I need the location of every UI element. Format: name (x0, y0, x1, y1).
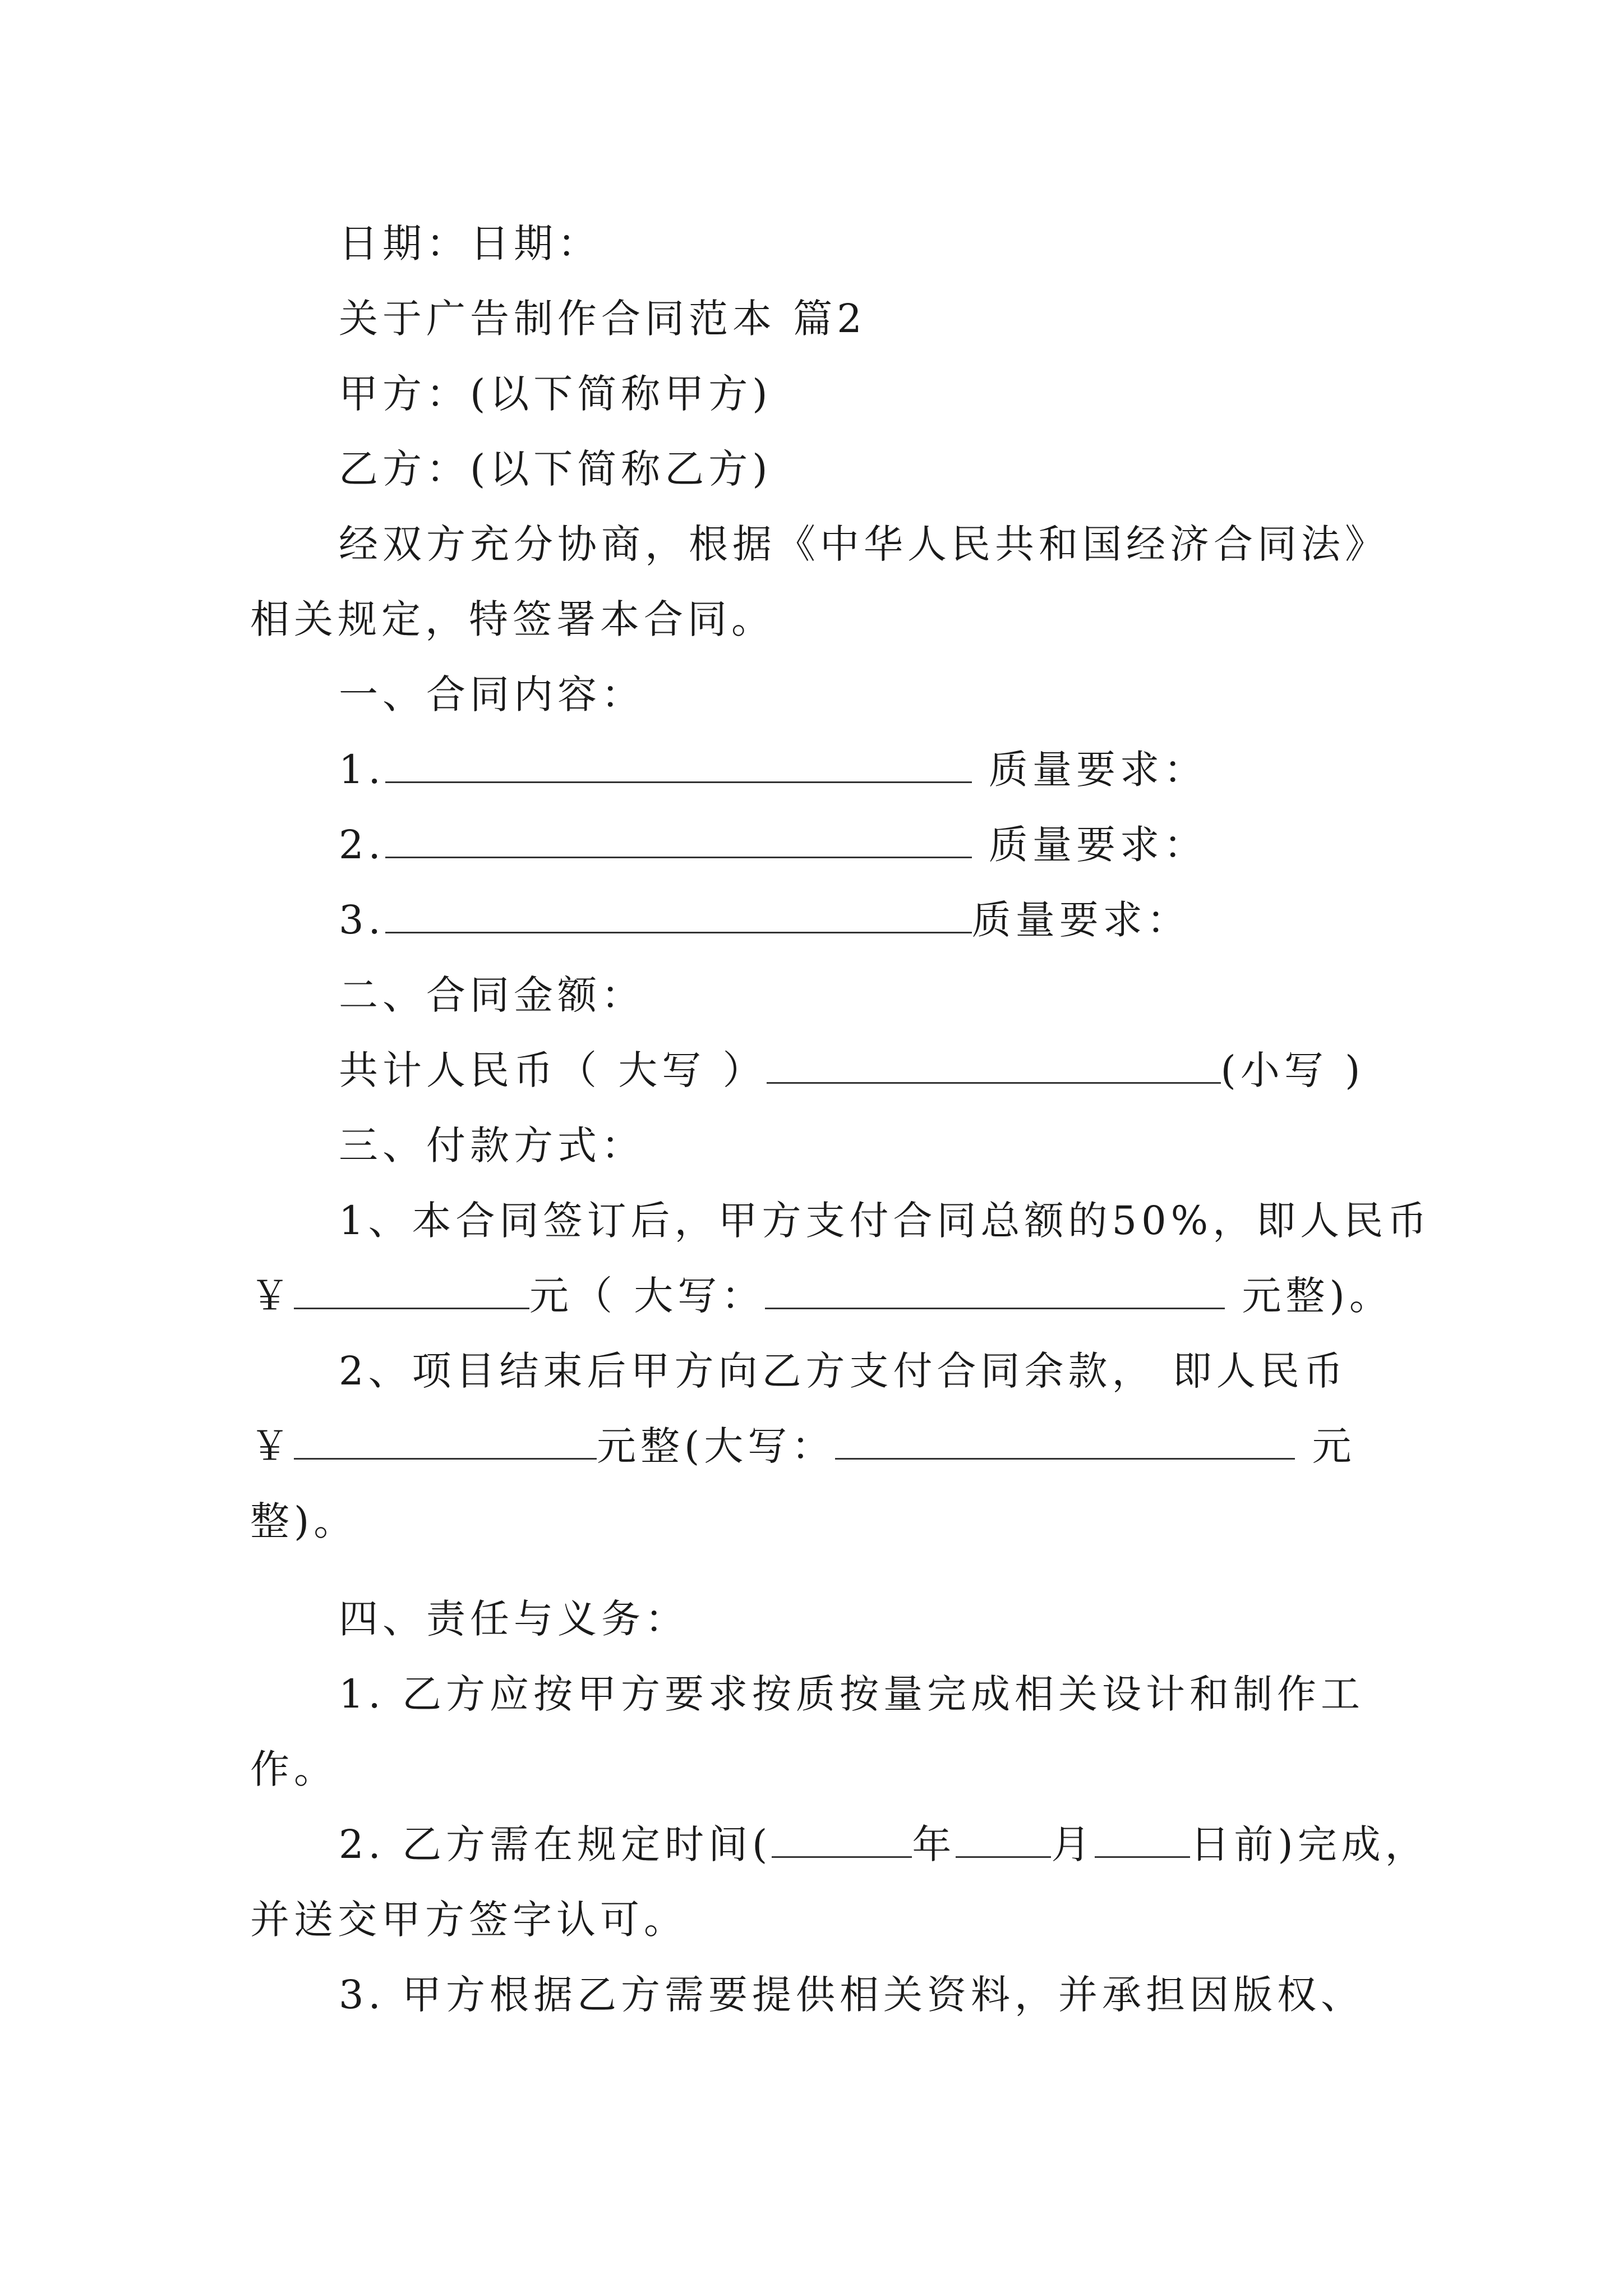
payment-2-line-1: 2、项目结束后甲方向乙方支付合同余款， 即人民币 (339, 1348, 1348, 1394)
yuan-sign: ￥ (250, 1273, 294, 1319)
blank-field-month[interactable] (956, 1819, 1051, 1858)
blank-field[interactable] (385, 820, 972, 858)
blank-field[interactable] (294, 1271, 529, 1309)
year-label: 年 (912, 1821, 956, 1867)
blank-field[interactable] (835, 1421, 1295, 1460)
amount-uppercase-label: 共计人民币（ 大写 ） (339, 1047, 767, 1093)
duty-1-line-2: 作。 (250, 1746, 338, 1792)
heading-duties: 四、责任与义务： (339, 1596, 689, 1642)
blank-field[interactable] (385, 895, 972, 933)
payment-1-line-1: 1、本合同签订后，甲方支付合同总额的50%，即人民币 (339, 1198, 1432, 1244)
preamble-line-1: 经双方充分协商，根据《中华人民共和国经济合同法》 (339, 521, 1389, 567)
duty-2-line-2: 并送交甲方签字认可。 (250, 1897, 688, 1943)
duty-2-line-1 (339, 1818, 1429, 1871)
payment-1-line-2 (250, 1269, 1393, 1323)
quality-label: 质量要求： (971, 897, 1191, 943)
duty-2-prefix: 2. 乙方需在规定时间( (339, 1821, 772, 1867)
blank-field-day[interactable] (1095, 1819, 1190, 1858)
section-title: 关于广告制作合同范本 篇2 (339, 296, 866, 342)
yuan-sign: ￥ (250, 1423, 294, 1469)
payment-uppercase-label: 元整(大写： (597, 1423, 836, 1469)
content-item-3 (339, 893, 1191, 947)
blank-field[interactable] (765, 1271, 1225, 1309)
heading-contract-amount: 二、合同金额： (339, 972, 645, 1018)
month-label: 月 (1051, 1821, 1095, 1867)
amount-lowercase-label: (小写 ) (1220, 1047, 1365, 1093)
payment-2-line-3: 整)。 (250, 1498, 358, 1544)
party-a-line: 甲方：(以下简称甲方) (339, 371, 772, 417)
blank-field[interactable] (767, 1045, 1221, 1084)
blank-field[interactable] (294, 1421, 597, 1460)
quality-label: 质量要求： (971, 822, 1208, 868)
duty-3-line-1: 3. 甲方根据乙方需要提供相关资料，并承担因版权、 (339, 1972, 1365, 2018)
payment-suffix: 元整)。 (1225, 1273, 1393, 1319)
payment-suffix: 元 (1295, 1423, 1356, 1469)
content-item-2 (339, 818, 1207, 872)
amount-line (339, 1043, 1364, 1097)
blank-field[interactable] (385, 744, 972, 783)
payment-2-line-2 (250, 1419, 1356, 1473)
date-line: 日期：日期： (339, 220, 601, 266)
quality-label: 质量要求： (971, 747, 1208, 793)
content-item-1 (339, 743, 1207, 797)
blank-field-year[interactable] (772, 1819, 912, 1858)
heading-payment-method: 三、付款方式： (339, 1122, 645, 1168)
duty-1-line-1: 1. 乙方应按甲方要求按质按量完成相关设计和制作工 (339, 1671, 1365, 1717)
preamble-line-2: 相关规定，特签署本合同。 (250, 596, 775, 642)
item-number: 3. (339, 897, 385, 943)
item-number: 1. (339, 747, 385, 793)
day-label: 日前)完成， (1190, 1821, 1429, 1867)
party-b-line: 乙方：(以下简称乙方) (339, 446, 772, 492)
item-number: 2. (339, 822, 385, 868)
payment-uppercase-label: 元（ 大写： (529, 1273, 766, 1319)
heading-contract-content: 一、合同内容： (339, 671, 645, 717)
